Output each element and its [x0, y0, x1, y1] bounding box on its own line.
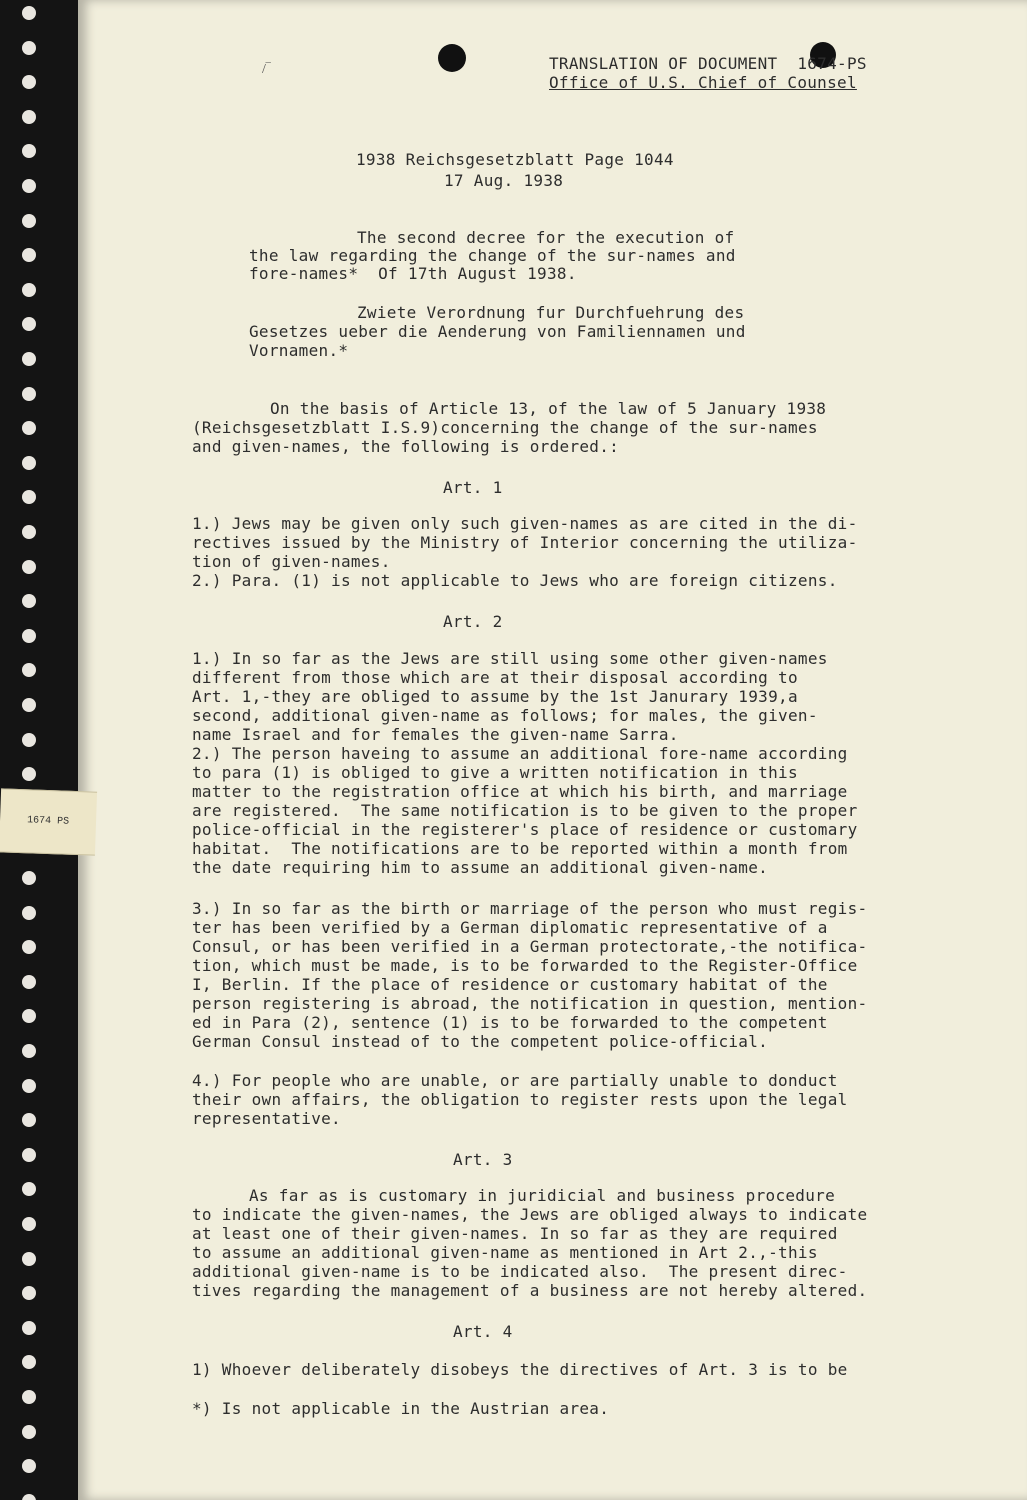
- article-line: tives regarding the management of a business are not hereby altered.: [192, 1281, 868, 1300]
- article-line: habitat. The notifications are to be reported within a month from: [192, 839, 848, 858]
- article-line: to indicate the given-names, the Jews are obliged always to indicate: [192, 1205, 868, 1224]
- pen-mark: /‾: [262, 62, 271, 77]
- binder-hole: [22, 352, 36, 366]
- binder-hole: [22, 1217, 36, 1231]
- title-line: the law regarding the change of the sur-names and: [249, 246, 736, 265]
- article-line: rectives issued by the Ministry of Interior concerning the utiliza-: [192, 533, 858, 552]
- binder-hole: [22, 594, 36, 608]
- punch-hole: [438, 44, 466, 72]
- article-heading: Art. 3: [453, 1150, 513, 1169]
- binder-hole: [22, 733, 36, 747]
- binder-hole: [22, 940, 36, 954]
- article-line: name Israel and for females the given-name Sarra.: [192, 725, 679, 744]
- binder-strip: [0, 0, 78, 1500]
- binder-hole: [22, 1148, 36, 1162]
- article-line: 2.) Para. (1) is not applicable to Jews who are foreign citizens.: [192, 571, 838, 590]
- binder-hole: [22, 1009, 36, 1023]
- binder-hole: [22, 456, 36, 470]
- binder-hole: [22, 1321, 36, 1335]
- binder-hole: [22, 1494, 36, 1500]
- citation-date: 17 Aug. 1938: [444, 171, 564, 190]
- article-line: I, Berlin. If the place of residence or customary habitat of the: [192, 975, 828, 994]
- article-line: to assume an additional given-name as mentioned in Art 2.,-this: [192, 1243, 818, 1262]
- binder-hole: [22, 767, 36, 781]
- article-line: second, additional given-name as follows; for males, the given-: [192, 706, 818, 725]
- header-document-number: TRANSLATION OF DOCUMENT 1674-PS: [549, 54, 867, 73]
- binder-hole: [22, 871, 36, 885]
- binder-hole: [22, 144, 36, 158]
- exhibit-tab-label: 1674 PS: [0, 788, 97, 855]
- binder-hole: [22, 248, 36, 262]
- binder-hole: [22, 560, 36, 574]
- article-line: their own affairs, the obligation to register rests upon the legal: [192, 1090, 848, 1109]
- binder-hole: [22, 525, 36, 539]
- binder-hole: [22, 1044, 36, 1058]
- article-line: ed in Para (2), sentence (1) is to be forwarded to the competent: [192, 1013, 828, 1032]
- citation-source: 1938 Reichsgesetzblatt Page 1044: [356, 150, 674, 169]
- article-heading: Art. 4: [453, 1322, 513, 1341]
- title-line: fore-names* Of 17th August 1938.: [249, 264, 577, 283]
- article-line: police-official in the registerer's place of residence or customary: [192, 820, 858, 839]
- article-line: tion of given-names.: [192, 552, 391, 571]
- german-title-line: Gesetzes ueber die Aenderung von Familiennamen und: [249, 322, 746, 341]
- binder-hole: [22, 1182, 36, 1196]
- article-line: 4.) For people who are unable, or are partially unable to donduct: [192, 1071, 838, 1090]
- binder-hole: [22, 41, 36, 55]
- article-line: 3.) In so far as the birth or marriage of the person who must regis-: [192, 899, 868, 918]
- binder-hole: [22, 179, 36, 193]
- article-line: representative.: [192, 1109, 341, 1128]
- binder-hole: [22, 110, 36, 124]
- article-line: tion, which must be made, is to be forwarded to the Register-Office: [192, 956, 858, 975]
- preamble-line: On the basis of Article 13, of the law of 5 January 1938: [270, 399, 827, 418]
- article-line: Art. 1,-they are obliged to assume by the 1st Janurary 1939,a: [192, 687, 798, 706]
- article-heading: Art. 2: [443, 612, 503, 631]
- article-line: Consul, or has been verified in a German protectorate,-the notifica-: [192, 937, 868, 956]
- article-line: 1) Whoever deliberately disobeys the directives of Art. 3 is to be: [192, 1360, 848, 1379]
- binder-hole: [22, 906, 36, 920]
- article-heading: Art. 1: [443, 478, 503, 497]
- article-line: the date requiring him to assume an additional given-name.: [192, 858, 769, 877]
- binder-hole: [22, 1425, 36, 1439]
- article-line: matter to the registration office at which his birth, and marriage: [192, 782, 848, 801]
- binder-hole: [22, 1252, 36, 1266]
- article-line: German Consul instead of to the competent police-official.: [192, 1032, 769, 1051]
- binder-hole: [22, 421, 36, 435]
- article-line: 1.) Jews may be given only such given-names as are cited in the di-: [192, 514, 858, 533]
- article-line: 1.) In so far as the Jews are still using some other given-names: [192, 649, 828, 668]
- title-line: The second decree for the execution of: [357, 228, 735, 247]
- binder-hole: [22, 490, 36, 504]
- article-line: person registering is abroad, the notification in question, mention-: [192, 994, 868, 1013]
- binder-hole: [22, 317, 36, 331]
- article-line: additional given-name is to be indicated also. The present direc-: [192, 1262, 848, 1281]
- article-line: 2.) The person haveing to assume an additional fore-name according: [192, 744, 848, 763]
- german-title-line: Zwiete Verordnung fur Durchfuehrung des: [357, 303, 745, 322]
- binder-hole: [22, 1390, 36, 1404]
- binder-hole: [22, 1459, 36, 1473]
- header-office: Office of U.S. Chief of Counsel: [549, 73, 857, 92]
- binder-hole: [22, 663, 36, 677]
- article-line: different from those which are at their disposal according to: [192, 668, 798, 687]
- binder-hole: [22, 1286, 36, 1300]
- binder-hole: [22, 387, 36, 401]
- preamble-line: (Reichsgesetzblatt I.S.9)concerning the change of the sur-names: [192, 418, 818, 437]
- binder-hole: [22, 1113, 36, 1127]
- article-line: at least one of their given-names. In so far as they are required: [192, 1224, 838, 1243]
- binder-hole: [22, 698, 36, 712]
- binder-hole: [22, 629, 36, 643]
- article-line: are registered. The same notification is to be given to the proper: [192, 801, 858, 820]
- binder-hole: [22, 975, 36, 989]
- binder-hole: [22, 283, 36, 297]
- binder-hole: [22, 75, 36, 89]
- article-line: ter has been verified by a German diplomatic representative of a: [192, 918, 828, 937]
- binder-hole: [22, 1355, 36, 1369]
- article-line: to para (1) is obliged to give a written notification in this: [192, 763, 798, 782]
- preamble-line: and given-names, the following is ordered.:: [192, 437, 620, 456]
- binder-hole: [22, 214, 36, 228]
- german-title-line: Vornamen.*: [249, 341, 349, 360]
- binder-hole: [22, 1079, 36, 1093]
- footnote: *) Is not applicable in the Austrian area.: [192, 1399, 610, 1418]
- binder-hole: [22, 6, 36, 20]
- document-paper: [78, 0, 1027, 1500]
- article-line: As far as is customary in juridicial and business procedure: [249, 1186, 836, 1205]
